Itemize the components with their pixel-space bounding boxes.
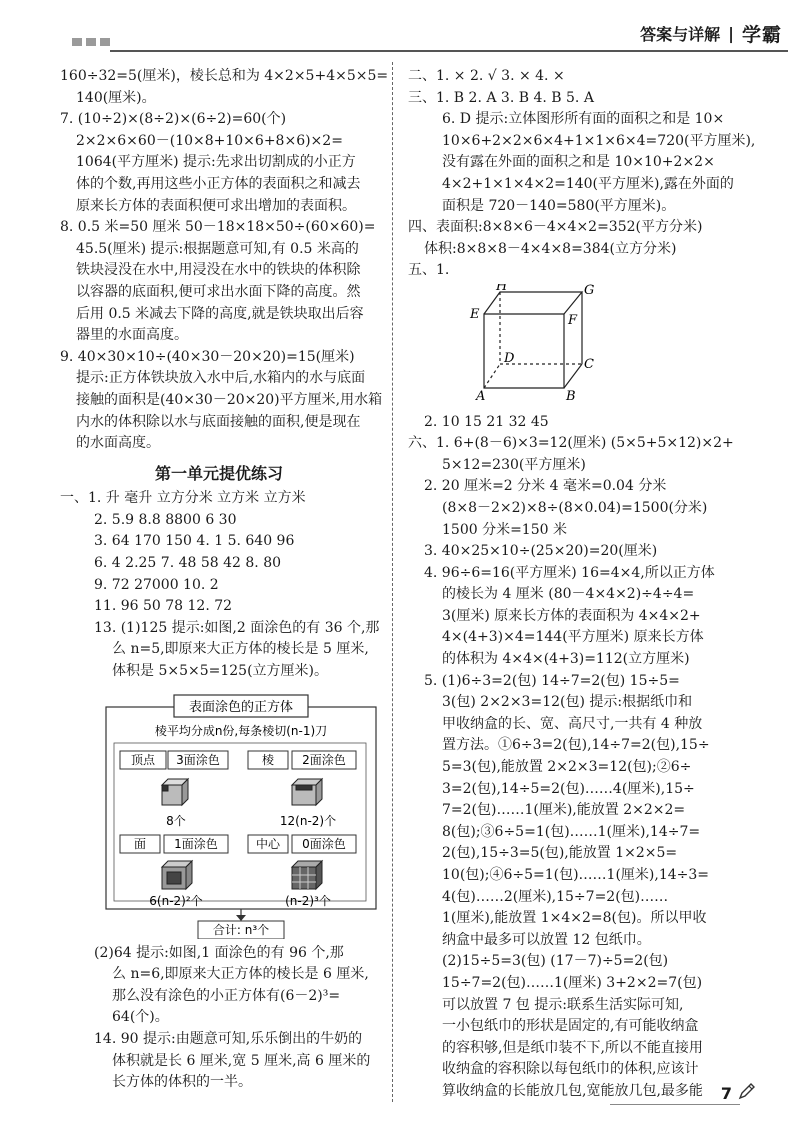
text-line: 五、1.: [408, 262, 450, 279]
text-line: 可以放置 7 包 提示:联系生活实际可知,: [442, 996, 684, 1013]
text-line: 4(包)……2(厘米),15÷7=2(包)……: [442, 888, 669, 905]
page-number: 7: [720, 1083, 732, 1103]
text-line: 7=2(包)……1(厘米),能放置 2×2×2=: [442, 802, 686, 819]
cell-count-vertex: 8个: [166, 813, 186, 828]
text-line: 1064(平方厘米) 提示:先求出切割成的小正方: [76, 154, 356, 171]
cell-count-face: 6(n-2)²个: [149, 893, 203, 908]
text-line: 10×6+2×2×6×4+1×1×6×4=720(平方厘米),: [442, 132, 756, 149]
text-line: 那么没有涂色的小正方体有(6－2)³=: [112, 987, 341, 1004]
text-line: 1(厘米),能放置 1×4×2=8(包)。所以甲收: [442, 910, 707, 927]
cell-label-2faces: 2面涂色: [302, 752, 346, 767]
cell-label-1face: 1面涂色: [174, 836, 218, 851]
text-line: 5×12=230(平方厘米): [442, 456, 586, 473]
text-line: 3=2(包),14÷5=2(包)……4(厘米),15÷: [442, 780, 695, 797]
cube-top-edges: [484, 292, 582, 314]
text-line: 9. 40×30×10÷(40×30－20×20)=15(厘米): [60, 348, 355, 365]
text-line: 3. 40×25×10÷(25×20)=20(厘米): [424, 543, 658, 560]
unit-title: 第一单元提优练习: [154, 463, 283, 483]
vertex-E: E: [470, 306, 480, 322]
text-line: 原来长方体的表面积便可求出增加的表面积。: [76, 197, 356, 214]
vertex-H: H: [496, 283, 508, 294]
text-line: 甲收纳盒的长、宽、高尺寸,一共有 4 种放: [442, 715, 703, 732]
text-line: 5. (1)6÷3=2(包) 14÷7=2(包) 15÷5=: [424, 672, 680, 689]
vertex-C: C: [584, 356, 594, 372]
text-line: 的容积够,但是纸巾装不下,所以不能直接用: [442, 1039, 703, 1056]
text-line: 2×2×6×60－(10×8+10×6+8×6)×2=: [76, 132, 343, 149]
text-line: 1500 分米=150 米: [442, 521, 567, 538]
text-line: 面积是 720－140=580(平方厘米)。: [442, 197, 676, 214]
cube-icon-edge: [292, 779, 322, 805]
header-separator: |: [728, 24, 734, 43]
text-line: 置方法。①6÷3=2(包),14÷7=2(包),15÷: [442, 737, 710, 754]
left-column: [60, 66, 389, 1094]
text-line: 收纳盒的容积除以每包纸巾的体积,应该计: [442, 1061, 699, 1078]
diagram-total: 合计: n³个: [212, 922, 270, 937]
text-line: 体的个数,再用这些小正方体的表面积之和减去: [76, 175, 361, 192]
text-line: 以容器的底面积,便可求出水面下降的高度。然: [76, 283, 361, 300]
text-line: 6. D 提示:立体图形所有面的面积之和是 10×: [442, 111, 725, 128]
header-decoration: [72, 38, 110, 46]
header-section-label: 答案与详解: [640, 25, 721, 44]
cell-label-3faces: 3面涂色: [176, 752, 220, 767]
cell-count-edge: 12(n-2)个: [279, 813, 337, 828]
text-line: 13. (1)125 提示:如图,2 面涂色的有 36 个,那: [94, 619, 380, 636]
column-divider: [392, 62, 393, 1102]
text-line: 一、1. 升 毫升 立方分米 立方米 立方米: [60, 490, 306, 507]
vertex-G: G: [584, 283, 594, 298]
cell-tag-vertex: 顶点: [130, 752, 156, 767]
vertex-A: A: [476, 388, 486, 404]
cube-icon-center: [292, 861, 322, 889]
vertex-F: F: [568, 312, 578, 328]
text-line: 的水面高度。: [76, 435, 160, 452]
text-line: 14. 90 提示:由题意可知,乐乐倒出的牛奶的: [94, 1031, 363, 1047]
text-line: 三、1. B 2. A 3. B 4. B 5. A: [408, 89, 594, 106]
right-column: [408, 66, 756, 1103]
text-line: 2(包),15÷3=5(包),能放置 1×2×5=: [442, 845, 678, 862]
text-line: 四、表面积:8×8×6－4×4×2=352(平方分米): [408, 219, 703, 236]
cell-tag-face: 面: [133, 836, 147, 851]
text-line: 六、1. 6+(8－6)×3=12(厘米) (5×5+5×12)×2+: [408, 435, 734, 452]
text-line: 5=3(包),能放置 2×2×3=12(包);②6÷: [442, 759, 692, 776]
cube-front-face: [484, 314, 564, 388]
header-rule: [110, 50, 788, 52]
text-line: (2)64 提示:如图,1 面涂色的有 96 个,那: [94, 944, 344, 961]
text-line: 没有露在外面的面积之和是 10×10+2×2×: [442, 154, 715, 171]
text-line: 接触的面积是(40×30－20×20)平方厘米,用水箱: [76, 391, 383, 408]
text-line: 算收纳盒的长能放几包,宽能放几包,最多能: [442, 1082, 703, 1099]
text-line: 长方体的体积的一半。: [112, 1074, 252, 1091]
text-line: 2. 10 15 21 32 45: [424, 413, 549, 430]
page-footer: [721, 1082, 756, 1104]
text-line: 一小包纸巾的形状是固定的,有可能收纳盒: [442, 1018, 699, 1035]
footer-rule: [610, 1104, 740, 1105]
text-line: 3(厘米) 原来长方体的表面积为 4×4×2+: [442, 607, 701, 624]
text-line: 后用 0.5 米减去下降的高度,就是铁块取出后容: [76, 305, 364, 322]
text-line: 10(包);④6÷5=1(包)……1(厘米),14÷3=: [442, 867, 710, 883]
text-line: 4×2+1×1×4×2=140(平方厘米),露在外面的: [442, 175, 734, 192]
text-line: 纳盒中最多可以放置 12 包纸巾。: [442, 931, 651, 948]
text-line: 3. 64 170 150 4. 1 5. 640 96: [94, 533, 295, 550]
text-line: 2. 20 厘米=2 分米 4 毫米=0.04 分米: [424, 478, 667, 495]
text-line: 64(个)。: [112, 1009, 169, 1026]
vertex-D: D: [504, 350, 515, 366]
text-line: 器里的水面高度。: [76, 327, 188, 344]
vertex-B: B: [566, 388, 576, 404]
text-line: 铁块浸没在水中,用浸没在水中的铁块的体积除: [76, 262, 361, 279]
pencil-icon: [738, 1082, 756, 1104]
page-header: [0, 0, 800, 56]
text-line: 4×(4+3)×4=144(平方厘米) 原来长方体: [442, 629, 704, 646]
text-line: 8. 0.5 米=50 厘米 50－18×18×50÷(60×60)=: [60, 219, 376, 236]
cell-tag-center: 中心: [255, 836, 281, 851]
text-line: 160÷32=5(厘米)，棱长总和为 4×2×5+4×5×5=: [60, 68, 389, 84]
cell-tag-edge: 棱: [261, 752, 275, 767]
text-line: 8(包);③6÷5=1(包)……1(厘米),14÷7=: [442, 823, 701, 840]
text-line: 的棱长为 4 厘米 (80－4×4×2)÷4÷4=: [442, 586, 695, 603]
text-line: (8×8－2×2)×8÷(8×0.04)=1500(分米): [442, 499, 708, 516]
text-line: 体积是 5×5×5=125(立方厘米)。: [112, 663, 329, 680]
text-line: 4. 96÷6=16(平方厘米) 16=4×4,所以正方体: [424, 564, 715, 581]
text-line: 11. 96 50 78 12. 72: [94, 598, 233, 615]
text-line: (2)15÷5=3(包) (17－7)÷5=2(包): [442, 953, 669, 970]
text-line: 6. 4 2.25 7. 48 58 42 8. 80: [94, 555, 282, 572]
cell-label-0faces: 0面涂色: [302, 836, 346, 851]
text-line: 的体积为 4×4×(4+3)=112(立方厘米): [442, 651, 690, 668]
diagram-title: 表面涂色的正方体: [188, 699, 294, 715]
text-line: 提示:正方体铁块放入水中后,水箱内的水与底面: [76, 370, 366, 387]
text-line: 140(厘米)。: [76, 89, 156, 106]
text-line: 15÷7=2(包)……1(厘米) 3+2×2=7(包): [442, 974, 703, 991]
text-line: 体积就是长 6 厘米,宽 5 厘米,高 6 厘米的: [112, 1052, 371, 1069]
text-line: 么 n=5,即原来大正方体的棱长是 5 厘米,: [112, 641, 369, 658]
diagram-subtitle: 棱平均分成n份,每条棱切(n-1)刀: [154, 723, 328, 738]
text-line: 3(包) 2×2×3=12(包) 提示:根据纸巾和: [442, 694, 693, 711]
text-line: 2. 5.9 8.8 8800 6 30: [94, 511, 237, 528]
header-brand: 学霸: [741, 24, 782, 46]
cube-icon-vertex: [162, 779, 188, 805]
text-line: 二、1. × 2. √ 3. × 4. ×: [408, 68, 565, 84]
cell-count-center: (n-2)³个: [285, 893, 331, 908]
text-line: 9. 72 27000 10. 2: [94, 576, 219, 593]
painted-cube-diagram: [96, 689, 386, 939]
text-line: 么 n=6,即原来大正方体的棱长是 6 厘米,: [112, 966, 369, 983]
cube-icon-face: [162, 861, 192, 889]
text-line: 45.5(厘米) 提示:根据题意可知,有 0.5 米高的: [76, 240, 359, 257]
cube-figure: [464, 284, 746, 412]
text-line: 体积:8×8×8－4×4×8=384(立方分米): [424, 240, 677, 257]
header-title-group: [640, 20, 782, 47]
text-line: 内水的体积除以水与底面接触的面积,便是现在: [76, 413, 361, 430]
text-line: 7. (10÷2)×(8÷2)×(6÷2)=60(个): [60, 111, 287, 128]
